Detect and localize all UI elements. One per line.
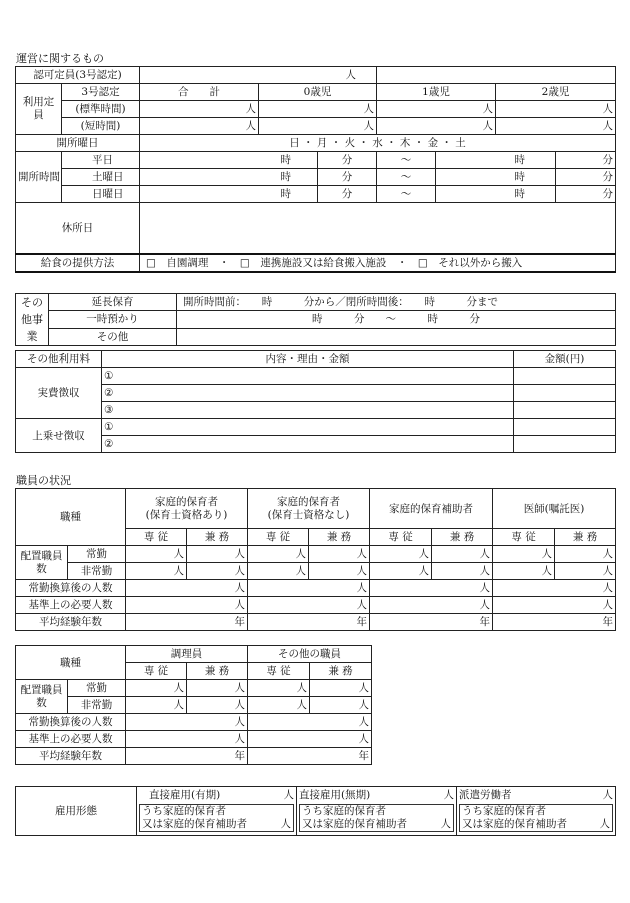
riyou-cell[interactable]: 人: [496, 118, 616, 135]
jippi-item[interactable]: ③: [102, 402, 514, 419]
kaisho-end-min[interactable]: 分: [556, 169, 616, 186]
kaisho-end[interactable]: 時: [436, 152, 556, 169]
kaisho-kara: 〜: [377, 152, 436, 169]
uwanose-label: 上乗せ徴収: [16, 419, 102, 453]
jippi-amount[interactable]: [514, 385, 616, 402]
sonota-jigyo-label: その他事業: [16, 294, 49, 346]
riyouryo-label: その他利用料: [16, 351, 102, 368]
riyou-col-age2: 2歳児: [496, 84, 616, 101]
kaisho-min[interactable]: 分: [318, 152, 377, 169]
riyou-cell[interactable]: 人: [259, 101, 377, 118]
kaisho-row-weekday: 平日: [62, 152, 140, 169]
riyouryo-col-kingaku: 金額(円): [514, 351, 616, 368]
senju-label: 専 従: [126, 663, 187, 680]
staff-cell[interactable]: 人: [248, 680, 310, 697]
kaisho-end[interactable]: 時: [436, 169, 556, 186]
staff-cell[interactable]: 人: [370, 546, 432, 563]
kansan-label: 常勤換算後の人数: [16, 714, 126, 731]
koyou-item[interactable]: 直接雇用(有期) 人 うち家庭的保育者 又は家庭的保育補助者 人: [137, 787, 297, 836]
riyou-col-3gou: 3号認定: [62, 84, 140, 101]
senju-label: 専 従: [248, 529, 309, 546]
riyou-row-short: (短時間): [62, 118, 140, 135]
riyou-cell[interactable]: 人: [377, 101, 496, 118]
section-title-unei: 運営に関するもの: [16, 52, 104, 65]
staff-cell[interactable]: 人: [248, 580, 370, 597]
riyouryo-col-naiyou: 内容・理由・金額: [102, 351, 514, 368]
staff-cell[interactable]: 人: [370, 597, 493, 614]
kenmu-label: 兼 務: [187, 663, 248, 680]
staff-cell[interactable]: 年: [248, 748, 372, 765]
staff-cell[interactable]: 人: [187, 680, 248, 697]
kaisho-start[interactable]: 時: [140, 186, 318, 203]
sonota-label: その他: [49, 328, 177, 345]
koyou-item[interactable]: 直接雇用(無期) 人 うち家庭的保育者 又は家庭的保育補助者 人: [297, 787, 457, 836]
staff-cell[interactable]: 人: [126, 680, 187, 697]
jippi-item[interactable]: ②: [102, 385, 514, 402]
staff-cell[interactable]: 人: [555, 563, 616, 580]
heikin-label: 平均経験年数: [16, 748, 126, 765]
hijoukin-label: 非常勤: [68, 563, 126, 580]
joukin-label: 常勤: [68, 546, 126, 563]
kyusho-label: 休所日: [16, 203, 140, 255]
staff-cell[interactable]: 人: [310, 697, 372, 714]
staff-cell[interactable]: 人: [248, 597, 370, 614]
group-hojosha: 家庭的保育補助者: [370, 489, 493, 529]
kaisho-end[interactable]: 時: [436, 186, 556, 203]
kijun-label: 基準上の必要人数: [16, 731, 126, 748]
group-ishi: 医師(嘱託医): [493, 489, 616, 529]
staff-cell[interactable]: 人: [309, 546, 370, 563]
riyou-col-age0: 0歳児: [259, 84, 377, 101]
ninka-label: 認可定員(3号認定): [16, 67, 140, 84]
kenmu-label: 兼 務: [555, 529, 616, 546]
kaisho-end-min[interactable]: 分: [556, 152, 616, 169]
staff-cell[interactable]: 人: [126, 731, 248, 748]
senju-label: 専 従: [248, 663, 310, 680]
kyushoku-label: 給食の提供方法: [16, 254, 140, 272]
kenmu-label: 兼 務: [187, 529, 248, 546]
riyou-row-standard: (標準時間): [62, 101, 140, 118]
staff-cell[interactable]: 人: [248, 546, 309, 563]
riyouryo-table: [15, 350, 616, 453]
staff-cell[interactable]: 人: [248, 697, 310, 714]
riyou-cell[interactable]: 人: [259, 118, 377, 135]
group-chourin: 調理員: [126, 646, 248, 663]
riyou-label: 利用定員: [16, 84, 62, 135]
riyou-col-total: 合 計: [140, 84, 259, 101]
kaisho-end-min[interactable]: 分: [556, 186, 616, 203]
senju-label: 専 従: [126, 529, 187, 546]
riyou-col-age1: 1歳児: [377, 84, 496, 101]
staff-cell[interactable]: 人: [248, 563, 309, 580]
staff-cell[interactable]: 人: [309, 563, 370, 580]
staff-table-2: [15, 645, 372, 765]
hijoukin-label: 非常勤: [68, 697, 126, 714]
koyou-label: 雇用形態: [16, 787, 137, 836]
section-title-shokuin: 職員の状況: [16, 474, 71, 487]
staff-cell[interactable]: 年: [126, 748, 248, 765]
joukin-label: 常勤: [68, 680, 126, 697]
staff-cell[interactable]: 人: [126, 697, 187, 714]
sonota-value[interactable]: [177, 328, 616, 345]
unei-table: [15, 66, 616, 273]
kansan-label: 常勤換算後の人数: [16, 580, 126, 597]
koyou-table: [15, 786, 616, 836]
staff-cell[interactable]: 人: [555, 546, 616, 563]
group-sonota: その他の職員: [248, 646, 372, 663]
staff-cell[interactable]: 人: [493, 597, 616, 614]
kaisho-kara: 〜: [377, 169, 436, 186]
staff-cell[interactable]: 人: [493, 580, 616, 597]
kenmu-label: 兼 務: [310, 663, 372, 680]
kaisho-kara: 〜: [377, 186, 436, 203]
staff-cell[interactable]: 年: [370, 614, 493, 631]
haichi-label: 配置職員数: [16, 546, 68, 580]
encho-label: 延長保育: [49, 294, 177, 311]
kaisho-youbi-value[interactable]: 日 ・ 月 ・ 火 ・ 水 ・ 木 ・ 金 ・ 土: [140, 135, 616, 152]
kaisho-min[interactable]: 分: [318, 186, 377, 203]
kaisho-row-sunday: 日曜日: [62, 186, 140, 203]
staff-cell[interactable]: 人: [370, 563, 432, 580]
kyushoku-options[interactable]: □ 自園調理 ・ □ 連携施設又は給食搬入施設 ・ □ それ以外から搬入: [140, 254, 616, 272]
jippi-amount[interactable]: [514, 402, 616, 419]
senju-label: 専 従: [370, 529, 432, 546]
staff-cell[interactable]: 年: [248, 614, 370, 631]
uwanose-amount[interactable]: [514, 419, 616, 436]
staff-cell[interactable]: 人: [370, 580, 493, 597]
staff-cell[interactable]: 年: [126, 614, 248, 631]
kaisho-min[interactable]: 分: [318, 169, 377, 186]
riyou-cell[interactable]: 人: [140, 118, 259, 135]
staff-cell[interactable]: 人: [187, 563, 248, 580]
koyou-item[interactable]: 派遣労働者 人 うち家庭的保育者 又は家庭的保育補助者 人: [457, 787, 616, 836]
uwanose-item[interactable]: ②: [102, 436, 514, 453]
staff-cell[interactable]: 人: [310, 680, 372, 697]
staff-table-1: [15, 488, 616, 631]
group-hoikusha-ari: 家庭的保育者 (保育士資格あり): [126, 489, 248, 529]
encho-value[interactable]: 開所時間前： 時 分から／閉所時間後： 時 分まで: [177, 294, 616, 311]
staff-cell[interactable]: 年: [493, 614, 616, 631]
staff-cell[interactable]: 人: [248, 714, 372, 731]
kaisho-start[interactable]: 時: [140, 152, 318, 169]
staff-cell[interactable]: 人: [126, 714, 248, 731]
kaisho-youbi-label: 開所曜日: [16, 135, 140, 152]
group-hoikusha-nashi: 家庭的保育者 (保育士資格なし): [248, 489, 370, 529]
kaisho-start[interactable]: 時: [140, 169, 318, 186]
ichiji-label: 一時預かり: [49, 311, 177, 328]
staff-cell[interactable]: 人: [248, 731, 372, 748]
kyusho-value[interactable]: [140, 203, 616, 255]
jippi-amount[interactable]: [514, 368, 616, 385]
jippi-label: 実費徴収: [16, 368, 102, 419]
haichi-label: 配置職員数: [16, 680, 68, 714]
kaisho-jikan-label: 開所時間: [16, 152, 62, 203]
staff-cell[interactable]: 人: [432, 563, 493, 580]
uwanose-item[interactable]: ①: [102, 419, 514, 436]
kenmu-label: 兼 務: [309, 529, 370, 546]
staff-cell[interactable]: 人: [187, 546, 248, 563]
shokushu-label: 職種: [16, 489, 126, 546]
staff-cell[interactable]: 人: [126, 580, 248, 597]
staff-cell[interactable]: 人: [493, 546, 555, 563]
kijun-label: 基準上の必要人数: [16, 597, 126, 614]
riyou-cell[interactable]: 人: [140, 101, 259, 118]
staff-cell[interactable]: 人: [493, 563, 555, 580]
staff-cell[interactable]: 人: [187, 697, 248, 714]
staff-cell[interactable]: 人: [126, 546, 187, 563]
jippi-item[interactable]: ①: [102, 368, 514, 385]
riyou-cell[interactable]: 人: [496, 101, 616, 118]
uwanose-amount[interactable]: [514, 436, 616, 453]
shokushu-label: 職種: [16, 646, 126, 680]
ichiji-value[interactable]: 時 分 〜 時 分: [177, 311, 616, 328]
staff-cell[interactable]: 人: [126, 563, 187, 580]
senju-label: 専 従: [493, 529, 555, 546]
sonota-jigyo-table: [15, 293, 616, 346]
heikin-label: 平均経験年数: [16, 614, 126, 631]
riyou-cell[interactable]: 人: [377, 118, 496, 135]
kaisho-row-saturday: 土曜日: [62, 169, 140, 186]
kenmu-label: 兼 務: [432, 529, 493, 546]
staff-cell[interactable]: 人: [432, 546, 493, 563]
ninka-value[interactable]: 人: [140, 67, 377, 84]
staff-cell[interactable]: 人: [126, 597, 248, 614]
